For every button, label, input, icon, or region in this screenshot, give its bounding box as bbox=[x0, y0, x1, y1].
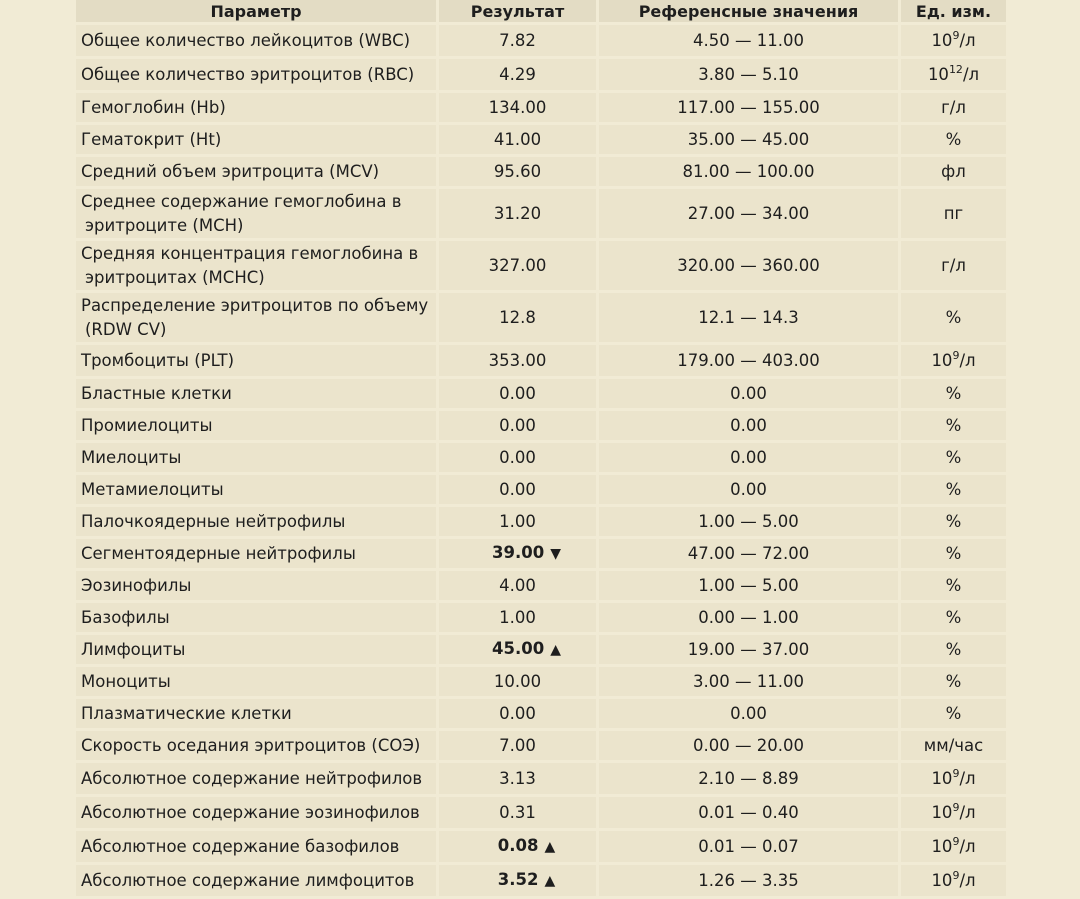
result-value: 1.00 bbox=[499, 511, 536, 531]
param-label: Тромбоциты (PLT) bbox=[81, 350, 235, 370]
unit-cell bbox=[898, 411, 1006, 440]
result-cell bbox=[436, 667, 596, 696]
unit-exponent: 12 bbox=[948, 62, 963, 76]
unit-base: 10 bbox=[931, 870, 953, 890]
unit-label bbox=[931, 766, 976, 788]
result-cell bbox=[436, 157, 596, 186]
param-cell bbox=[76, 539, 436, 568]
unit-label bbox=[931, 834, 976, 856]
result-cell bbox=[436, 831, 596, 862]
table-row bbox=[76, 59, 1006, 90]
reference-cell: 179.00 — 403.00 bbox=[596, 345, 898, 376]
table-row bbox=[76, 635, 1006, 664]
param-cell bbox=[76, 411, 436, 440]
unit-cell bbox=[898, 59, 1006, 90]
table-row bbox=[76, 411, 1006, 440]
reference-cell: 0.01 — 0.07 bbox=[596, 831, 898, 862]
param-label-line2: эритроцитах (MCHC) bbox=[85, 267, 265, 287]
param-label: Абсолютное содержание базофилов bbox=[81, 836, 400, 856]
param-label: Сегментоядерные нейтрофилы bbox=[81, 543, 356, 563]
param-label-line2: (RDW CV) bbox=[85, 319, 167, 339]
unit-cell bbox=[898, 797, 1006, 828]
unit-exponent: 9 bbox=[952, 766, 960, 780]
param-cell bbox=[76, 443, 436, 472]
result-value: 353.00 bbox=[488, 350, 547, 370]
result-cell bbox=[436, 125, 596, 154]
param-cell bbox=[76, 345, 436, 376]
reference-cell: 0.00 bbox=[596, 699, 898, 728]
reference-cell: 0.00 — 1.00 bbox=[596, 603, 898, 632]
table-row bbox=[76, 731, 1006, 760]
reference-cell: 0.00 bbox=[596, 379, 898, 408]
unit-label bbox=[931, 800, 976, 822]
reference-cell: 27.00 — 34.00 bbox=[596, 189, 898, 238]
param-label: Гематокрит (Ht) bbox=[81, 129, 222, 149]
unit-cell bbox=[898, 731, 1006, 760]
result-value: 95.60 bbox=[493, 161, 542, 181]
param-cell bbox=[76, 865, 436, 896]
unit-label: % bbox=[945, 575, 962, 595]
result-value: 1.00 bbox=[499, 607, 536, 627]
unit-tail: /л bbox=[962, 64, 980, 84]
unit-tail: /л bbox=[959, 768, 976, 788]
param-label: Базофилы bbox=[81, 607, 170, 627]
reference-cell: 4.50 — 11.00 bbox=[596, 25, 898, 56]
table-row bbox=[76, 603, 1006, 632]
param-label: Бластные клетки bbox=[81, 383, 232, 403]
param-cell bbox=[76, 831, 436, 862]
param-label: Среднее содержание гемоглобина в bbox=[81, 191, 402, 211]
table-row bbox=[76, 241, 1006, 290]
param-label: Метамиелоциты bbox=[81, 479, 224, 499]
unit-exponent: 9 bbox=[952, 834, 960, 848]
result-cell bbox=[436, 293, 596, 342]
result-value: 0.00 bbox=[499, 479, 536, 499]
result-cell bbox=[436, 241, 596, 290]
result-cell bbox=[436, 731, 596, 760]
unit-base: 10 bbox=[931, 350, 953, 370]
unit-cell bbox=[898, 603, 1006, 632]
unit-base: 10 bbox=[927, 64, 949, 84]
result-cell bbox=[436, 93, 596, 122]
result-cell bbox=[436, 865, 596, 896]
unit-label: фл bbox=[941, 161, 966, 181]
unit-exponent: 9 bbox=[952, 28, 960, 42]
unit-cell bbox=[898, 293, 1006, 342]
param-label: Распределение эритроцитов по объему bbox=[81, 295, 429, 315]
table-row bbox=[76, 25, 1006, 56]
unit-cell bbox=[898, 635, 1006, 664]
arrow-up-icon: ▲ bbox=[550, 642, 561, 658]
reference-cell: 3.00 — 11.00 bbox=[596, 667, 898, 696]
table-row bbox=[76, 797, 1006, 828]
result-value: 0.00 bbox=[499, 703, 536, 723]
result-cell bbox=[436, 411, 596, 440]
result-cell bbox=[436, 539, 596, 568]
result-cell bbox=[436, 379, 596, 408]
unit-cell bbox=[898, 241, 1006, 290]
result-cell bbox=[436, 59, 596, 90]
table-row bbox=[76, 571, 1006, 600]
table-row bbox=[76, 93, 1006, 122]
param-cell bbox=[76, 379, 436, 408]
param-label: Палочкоядерные нейтрофилы bbox=[81, 511, 346, 531]
unit-cell bbox=[898, 93, 1006, 122]
unit-base: 10 bbox=[931, 836, 953, 856]
param-label-line2: эритроците (MCH) bbox=[85, 215, 244, 235]
param-cell bbox=[76, 241, 436, 290]
result-cell bbox=[436, 571, 596, 600]
reference-cell: 117.00 — 155.00 bbox=[596, 93, 898, 122]
param-label: Средняя концентрация гемоглобина в bbox=[81, 243, 419, 263]
param-label: Миелоциты bbox=[81, 447, 182, 467]
param-label: Абсолютное содержание эозинофилов bbox=[81, 802, 420, 822]
table-row bbox=[76, 293, 1006, 342]
arrow-up-icon: ▲ bbox=[544, 873, 556, 889]
table-row bbox=[76, 125, 1006, 154]
unit-base: 10 bbox=[931, 802, 953, 822]
unit-cell bbox=[898, 189, 1006, 238]
result-value: 10.00 bbox=[493, 671, 542, 691]
reference-cell: 0.01 — 0.40 bbox=[596, 797, 898, 828]
table-row bbox=[76, 763, 1006, 794]
param-cell bbox=[76, 699, 436, 728]
param-cell bbox=[76, 125, 436, 154]
header-param: Параметр bbox=[76, 0, 436, 22]
unit-label: % bbox=[945, 703, 962, 723]
unit-cell bbox=[898, 379, 1006, 408]
result-value: 7.00 bbox=[499, 735, 536, 755]
unit-cell bbox=[898, 571, 1006, 600]
result-value: 0.08 bbox=[497, 836, 539, 855]
param-label: Гемоглобин (Hb) bbox=[81, 97, 226, 117]
reference-cell: 1.26 — 3.35 bbox=[596, 865, 898, 896]
table-row bbox=[76, 539, 1006, 568]
result-cell bbox=[436, 25, 596, 56]
param-label: Общее количество эритроцитов (RBC) bbox=[81, 64, 415, 84]
unit-base: 10 bbox=[931, 30, 953, 50]
param-label: Средний объем эритроцита (MCV) bbox=[81, 161, 380, 181]
result-value: 134.00 bbox=[488, 97, 547, 117]
result-cell bbox=[436, 475, 596, 504]
unit-cell bbox=[898, 763, 1006, 794]
unit-cell bbox=[898, 345, 1006, 376]
reference-cell: 35.00 — 45.00 bbox=[596, 125, 898, 154]
result-cell bbox=[436, 603, 596, 632]
table-row bbox=[76, 831, 1006, 862]
result-cell bbox=[436, 507, 596, 536]
result-cell bbox=[436, 763, 596, 794]
header-unit: Ед. изм. bbox=[898, 0, 1006, 22]
result-value: 31.20 bbox=[493, 203, 542, 223]
reference-cell: 2.10 — 8.89 bbox=[596, 763, 898, 794]
unit-label: % bbox=[945, 383, 962, 403]
unit-exponent: 9 bbox=[952, 800, 960, 814]
result-cell bbox=[436, 443, 596, 472]
param-cell bbox=[76, 571, 436, 600]
header-ref: Референсные значения bbox=[596, 0, 898, 22]
result-value: 7.82 bbox=[499, 30, 536, 50]
param-cell bbox=[76, 603, 436, 632]
result-value: 4.29 bbox=[499, 64, 536, 84]
result-value: 4.00 bbox=[499, 575, 536, 595]
reference-cell: 47.00 — 72.00 bbox=[596, 539, 898, 568]
unit-exponent: 9 bbox=[952, 868, 960, 882]
result-cell bbox=[436, 189, 596, 238]
unit-label: мм/час bbox=[923, 735, 984, 755]
param-cell bbox=[76, 157, 436, 186]
unit-label bbox=[931, 868, 976, 890]
param-cell bbox=[76, 763, 436, 794]
param-cell bbox=[76, 667, 436, 696]
reference-cell: 19.00 — 37.00 bbox=[596, 635, 898, 664]
unit-base: 10 bbox=[931, 768, 953, 788]
unit-label: % bbox=[945, 607, 962, 627]
reference-cell: 1.00 — 5.00 bbox=[596, 507, 898, 536]
unit-label: г/л bbox=[941, 97, 966, 117]
unit-label: % bbox=[945, 415, 962, 435]
param-label: Лимфоциты bbox=[81, 639, 186, 659]
unit-tail: /л bbox=[959, 802, 976, 822]
table-row bbox=[76, 507, 1006, 536]
param-label: Плазматические клетки bbox=[81, 703, 292, 723]
unit-label bbox=[931, 28, 976, 50]
table-row bbox=[76, 345, 1006, 376]
arrow-up-icon: ▲ bbox=[544, 839, 556, 855]
result-value: 327.00 bbox=[488, 255, 547, 275]
unit-cell bbox=[898, 667, 1006, 696]
result-cell bbox=[436, 345, 596, 376]
table-row bbox=[76, 443, 1006, 472]
unit-tail: /л bbox=[959, 350, 976, 370]
param-cell bbox=[76, 25, 436, 56]
unit-label: % bbox=[945, 543, 962, 563]
result-value: 0.31 bbox=[499, 802, 536, 822]
unit-label: % bbox=[945, 307, 962, 327]
param-cell bbox=[76, 475, 436, 504]
reference-cell: 0.00 bbox=[596, 443, 898, 472]
result-value: 12.8 bbox=[499, 307, 536, 327]
param-label: Общее количество лейкоцитов (WBC) bbox=[81, 30, 411, 50]
reference-cell: 3.80 — 5.10 bbox=[596, 59, 898, 90]
unit-tail: /л bbox=[959, 870, 976, 890]
table-row bbox=[76, 865, 1006, 896]
unit-cell bbox=[898, 25, 1006, 56]
header-result: Результат bbox=[436, 0, 596, 22]
result-value: 0.00 bbox=[499, 415, 536, 435]
result-value: 45.00 bbox=[492, 639, 545, 658]
unit-label bbox=[927, 62, 980, 84]
arrow-down-icon: ▼ bbox=[550, 546, 561, 562]
unit-cell bbox=[898, 443, 1006, 472]
param-cell bbox=[76, 93, 436, 122]
unit-tail: /л bbox=[959, 30, 976, 50]
result-value: 41.00 bbox=[493, 129, 542, 149]
unit-label: % bbox=[945, 639, 962, 659]
reference-cell: 0.00 bbox=[596, 411, 898, 440]
unit-label: г/л bbox=[941, 255, 966, 275]
reference-cell: 1.00 — 5.00 bbox=[596, 571, 898, 600]
param-label: Моноциты bbox=[81, 671, 171, 691]
result-value: 3.13 bbox=[499, 768, 536, 788]
param-cell bbox=[76, 507, 436, 536]
table-header-row bbox=[76, 0, 1006, 22]
unit-label: пг bbox=[943, 203, 964, 223]
table-body bbox=[76, 25, 1006, 896]
reference-cell: 0.00 — 20.00 bbox=[596, 731, 898, 760]
param-label: Абсолютное содержание нейтрофилов bbox=[81, 768, 423, 788]
unit-cell bbox=[898, 699, 1006, 728]
reference-cell: 320.00 — 360.00 bbox=[596, 241, 898, 290]
unit-label: % bbox=[945, 479, 962, 499]
table-row bbox=[76, 667, 1006, 696]
result-value: 39.00 bbox=[492, 543, 545, 562]
unit-label: % bbox=[945, 671, 962, 691]
table-row bbox=[76, 189, 1006, 238]
unit-label: % bbox=[945, 511, 962, 531]
table-row bbox=[76, 475, 1006, 504]
result-value: 0.00 bbox=[499, 383, 536, 403]
param-label: Промиелоциты bbox=[81, 415, 213, 435]
table-row bbox=[76, 379, 1006, 408]
result-value: 3.52 bbox=[497, 870, 539, 889]
param-cell bbox=[76, 797, 436, 828]
result-cell bbox=[436, 699, 596, 728]
param-cell bbox=[76, 293, 436, 342]
table-row bbox=[76, 699, 1006, 728]
param-cell bbox=[76, 731, 436, 760]
unit-cell bbox=[898, 865, 1006, 896]
param-cell bbox=[76, 635, 436, 664]
unit-cell bbox=[898, 475, 1006, 504]
result-cell bbox=[436, 797, 596, 828]
unit-cell bbox=[898, 831, 1006, 862]
param-label: Эозинофилы bbox=[81, 575, 192, 595]
unit-label: % bbox=[945, 447, 962, 467]
reference-cell: 12.1 — 14.3 bbox=[596, 293, 898, 342]
unit-label: % bbox=[945, 129, 962, 149]
reference-cell: 0.00 bbox=[596, 475, 898, 504]
table-row bbox=[76, 157, 1006, 186]
unit-label bbox=[931, 348, 976, 370]
param-cell bbox=[76, 189, 436, 238]
unit-tail: /л bbox=[959, 836, 976, 856]
param-label: Абсолютное содержание лимфоцитов bbox=[81, 870, 415, 890]
blood-test-table bbox=[76, 0, 1006, 899]
unit-cell bbox=[898, 157, 1006, 186]
unit-cell bbox=[898, 539, 1006, 568]
result-value: 0.00 bbox=[499, 447, 536, 467]
result-cell bbox=[436, 635, 596, 664]
param-label: Скорость оседания эритроцитов (СОЭ) bbox=[81, 735, 421, 755]
unit-cell bbox=[898, 125, 1006, 154]
unit-exponent: 9 bbox=[952, 348, 960, 362]
param-cell bbox=[76, 59, 436, 90]
reference-cell: 81.00 — 100.00 bbox=[596, 157, 898, 186]
unit-cell bbox=[898, 507, 1006, 536]
